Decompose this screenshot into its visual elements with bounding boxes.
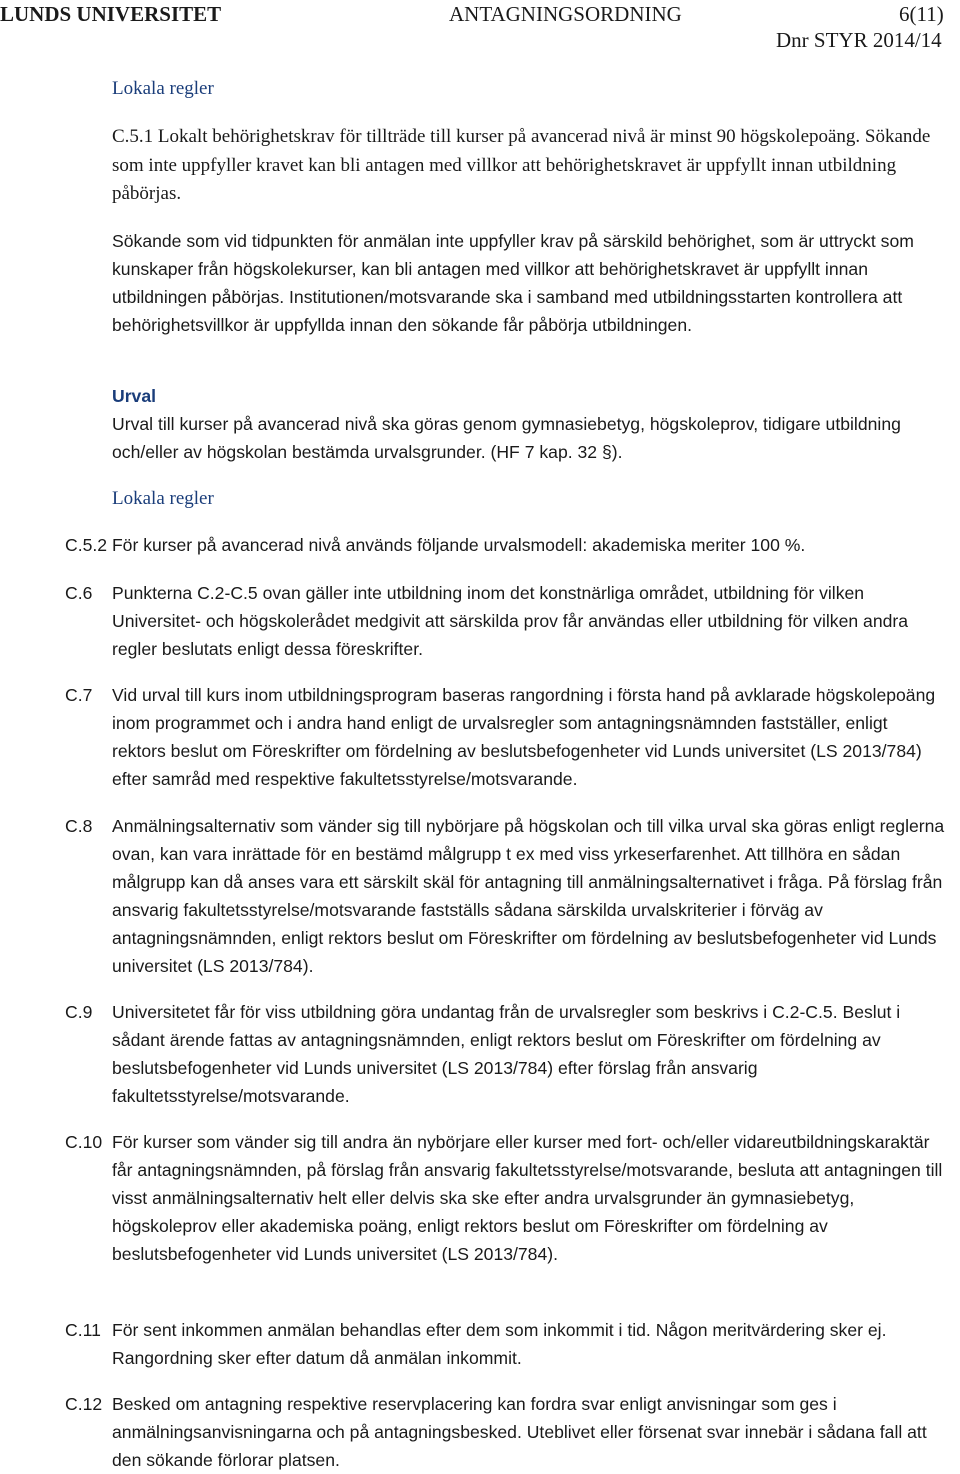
document-number: Dnr STYR 2014/14 (776, 28, 942, 52)
urval-heading: Urval (112, 386, 157, 406)
document-type: ANTAGNINGSORDNING (449, 2, 682, 26)
local-rules-link[interactable]: Lokala regler (112, 488, 214, 509)
section-text: Universitetet får för viss utbildning göra undantag från de urvalsregler som beskrivs i C.2-C.5. Beslut i sådant ärende fattas av antagningsnämnden, enligt rektors beslut om Föreskrifter om fördelning av beslutsbefogenheter vid Lunds universitet (LS 2013/784) efter förslag från ansvarig fakultetsstyrelse/motsvarande. (112, 1002, 901, 1106)
c51-paragraph: C.5.1 Lokalt behörighetskrav för tillträde till kurser på avancerad nivå är minst 90 högskolepoäng. Sökande som inte uppfyller kravet kan bli antagen med villkor att behörighetskravet är uppfyllt innan utbildning påbörjas. (112, 126, 931, 204)
section-text: Besked om antagning respektive reservplacering kan fordra svar enligt anvisningar som ges i anmälningsanvisningarna och på antagningsbesked. Uteblivet eller försenat svar innebär i sådana fall att den sökande förlorar platsen. (112, 1394, 927, 1470)
section-number: C.9 (65, 1002, 93, 1022)
section-text: Vid urval till kurs inom utbildningsprogram baseras rangordning i första hand på avklarade högskolepoäng inom programmet och i andra hand enligt de urvalsregler som antagningsnämnden fastställer, enligt rektors beslut om Föreskrifter om fördelning av beslutsbefogenheter vid Lunds universitet (LS 2013/784) efter samråd med respektive fakultetsstyrelse/motsvarande. (112, 685, 936, 789)
section-number: C.12 (65, 1394, 103, 1414)
local-rules-link[interactable]: Lokala regler (112, 78, 214, 99)
section-text: För kurser som vänder sig till andra än nybörjare eller kurser med fort- och/eller vidareutbildningskaraktär får antagningsnämnden, på förslag från ansvarig fakultetsstyrelse/motsvarande, besluta att antagningen till visst anmälningsalternativ helt eller delvis ska ske efter andra urvalsgrunder än gymnasiebetyg, högskoleprov eller akademiska poäng, enligt rektors beslut om Föreskrifter om fördelning av beslutsbefogenheter vid Lunds universitet (LS 2013/784). (112, 1132, 943, 1264)
section-text: Anmälningsalternativ som vänder sig till nybörjare på högskolan och till vilka urval ska göras enligt reglerna ovan, kan vara inrättade för en bestämd målgrupp t ex med viss yrkeserfarenhet. Att tillhöra en sådan målgrupp kan då anses vara ett särskilt skäl för antagning till anmälningsalternativet i fråga. På förslag från ansvarig fakultetsstyrelse/motsvarande fastställs sådana särskilda urvalskriterier i förväg av antagningsnämnden, enligt rektors beslut om Föreskrifter om fördelning av beslutsbefogenheter vid Lunds universitet (LS 2013/784). (112, 816, 945, 976)
urval-paragraph: Urval till kurser på avancerad nivå ska göras genom gymnasiebetyg, högskoleprov, tidigare utbildning och/eller av högskolan bestämda urvalsgrunder. (HF 7 kap. 32 §). (112, 414, 901, 462)
section-number: C.7 (65, 685, 93, 705)
section-number: C.11 (65, 1320, 101, 1340)
section-text: Punkterna C.2-C.5 ovan gäller inte utbildning inom det konstnärliga området, utbildning för vilken Universitet- och högskolerådet medgivit att särskilda prov får användas eller utbildning för vilken andra regler beslutats enligt dessa föreskrifter. (112, 583, 909, 659)
university-name: LUNDS UNIVERSITET (0, 2, 222, 26)
section-number: C.10 (65, 1132, 103, 1152)
section-number: C.8 (65, 816, 93, 836)
section-number: C.6 (65, 583, 93, 603)
c52-paragraph: C.5.2 För kurser på avancerad nivå används följande urvalsmodell: akademiska meriter 100 %. (65, 535, 806, 555)
conditional-admission-paragraph: Sökande som vid tidpunkten för anmälan inte uppfyller krav på särskild behörighet, som är uttryckt som kunskaper från högskolekurser, kan bli antagen med villkor att behörighetskravet är uppfyllt innan utbildningen påbörjas. Institutionen/motsvarande ska i samband med utbildningsstarten kontrollera att behörighetsvillkor är uppfyllda innan den sökande får påbörja utbildningen. (112, 231, 914, 335)
section-text: För sent inkommen anmälan behandlas efter dem som inkommit i tid. Någon meritvärdering sker ej. Rangordning sker efter datum då anmälan inkommit. (112, 1320, 887, 1368)
page-number: 6(11) (899, 2, 944, 26)
